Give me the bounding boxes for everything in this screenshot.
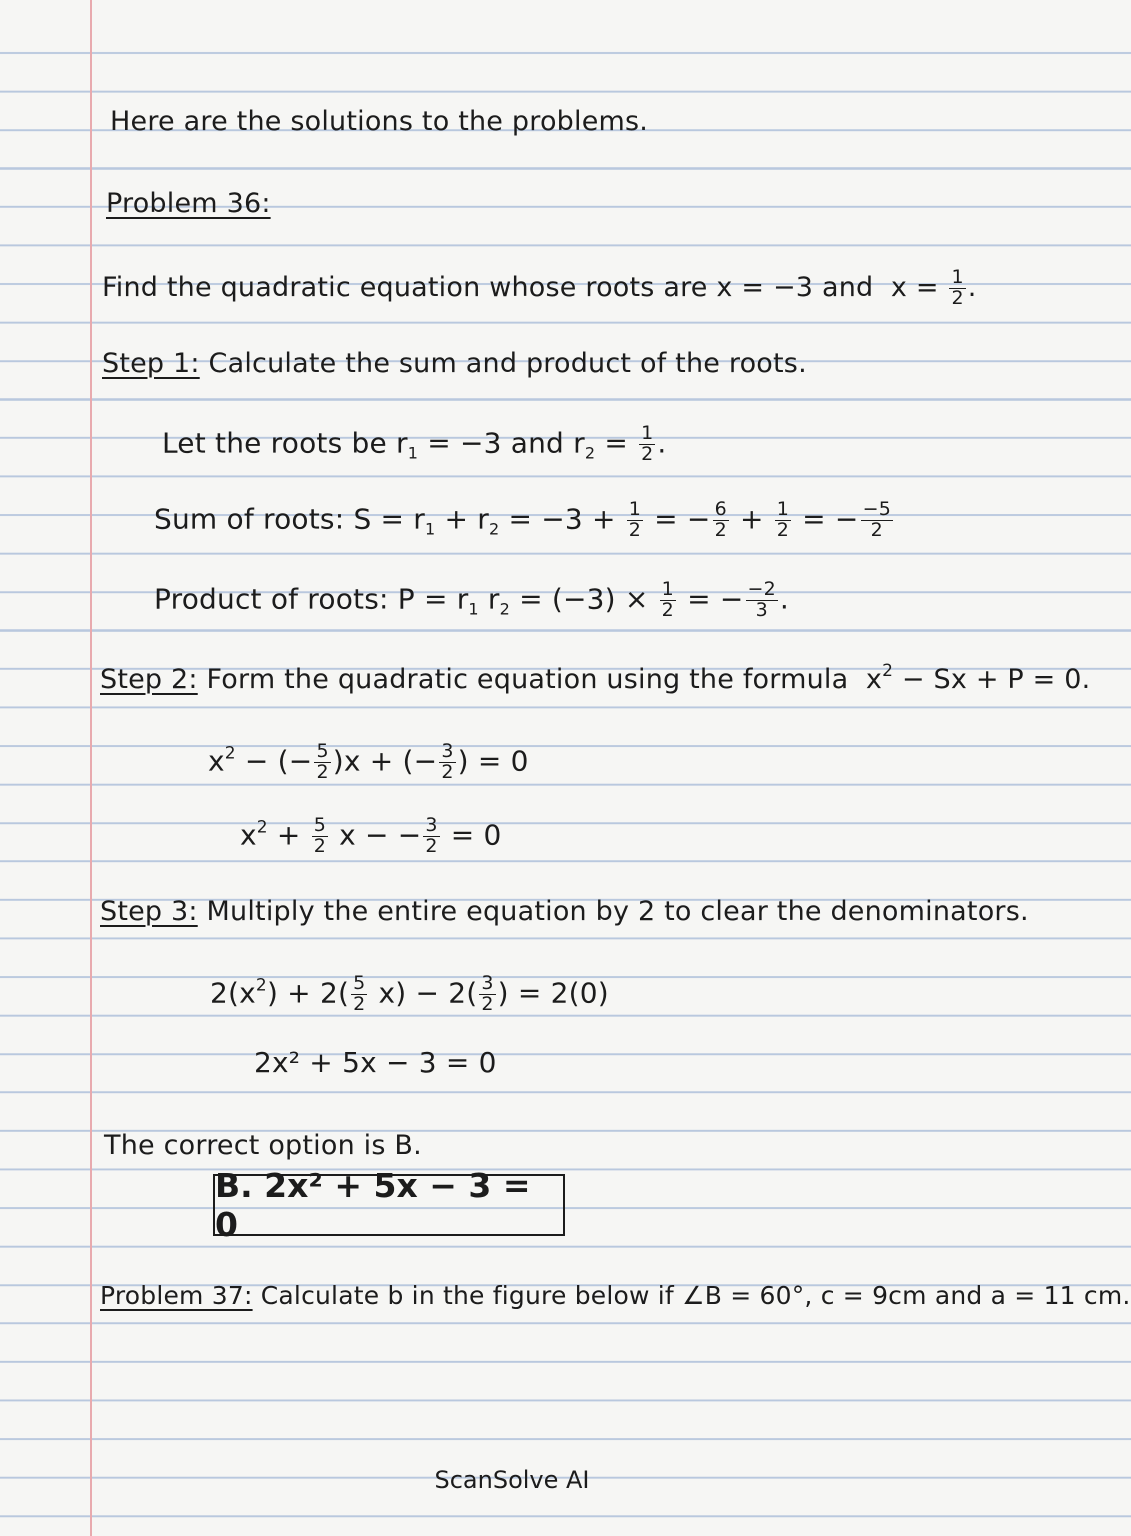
step-3-equation-2: 2x² + 5x − 3 = 0 <box>254 1046 497 1079</box>
margin-line <box>90 0 92 1536</box>
problem-37-heading: Problem 37: <box>100 1281 253 1310</box>
step-3-text: Multiply the entire equation by 2 to clear the denominators. <box>206 896 1029 927</box>
step-2-equation-1: $x^2$ − (− $\frac{5}{2}$ )x + (− $\frac{3}{2}$ ) = 0 <box>208 740 529 783</box>
step-3-line <box>100 896 1029 927</box>
step-1-text: Calculate the sum and product of the roots. <box>208 348 807 379</box>
step-2-line: Step 2: Form the quadratic equation using the formula $x^2 - Sx + P = 0$. <box>100 661 1091 695</box>
problem-36-statement: Find the quadratic equation whose roots are x = −3 and x = $\frac{1}{2}$ . <box>102 266 977 309</box>
step-1-label: Step 1: <box>102 348 200 379</box>
step-2-label: Step 2: <box>100 664 198 695</box>
step-3-label: Step 3: <box>100 896 198 927</box>
intro-text: Here are the solutions to the problems. <box>110 106 649 137</box>
step-2-equation-2: $x^2$ + $\frac{5}{2}$ x − − $\frac{3}{2}$ = 0 <box>240 814 502 857</box>
product-of-roots-line: Product of roots: $P = r_1$ $r_2 = (-3)$ × $\frac{1}{2}$ = − $\frac{-2}{3}$ . <box>154 578 790 621</box>
let-roots-line: Let the roots be $r_1 = -3$ and $r_2$ = $\frac{1}{2}$ . <box>162 422 667 465</box>
problem-37-line <box>100 1281 1131 1310</box>
problem-37-statement: Calculate b in the figure below if ∠B = 60°, c = 9cm and a = 11 cm. <box>260 1281 1131 1310</box>
step-3-equation-1: $2(x^2) + 2$( $\frac{5}{2}$ x) − 2( $\frac{3}{2}$ ) = 2(0) <box>210 972 609 1015</box>
sum-of-roots-line: Sum of roots: $S = r_1 + r_2 = -3$ + $\frac{1}{2}$ = − $\frac{6}{2}$ + $\frac{1}{2}$ = − $\frac{-5}{2}$ <box>154 498 892 541</box>
problem-36-heading: Problem 36: <box>106 188 271 219</box>
step-1-line <box>102 348 807 379</box>
footer-brand: ScanSolve AI <box>434 1466 590 1494</box>
boxed-answer: B. 2x² + 5x − 3 = 0 <box>213 1174 565 1236</box>
conclusion-text: The correct option is B. <box>104 1130 422 1161</box>
